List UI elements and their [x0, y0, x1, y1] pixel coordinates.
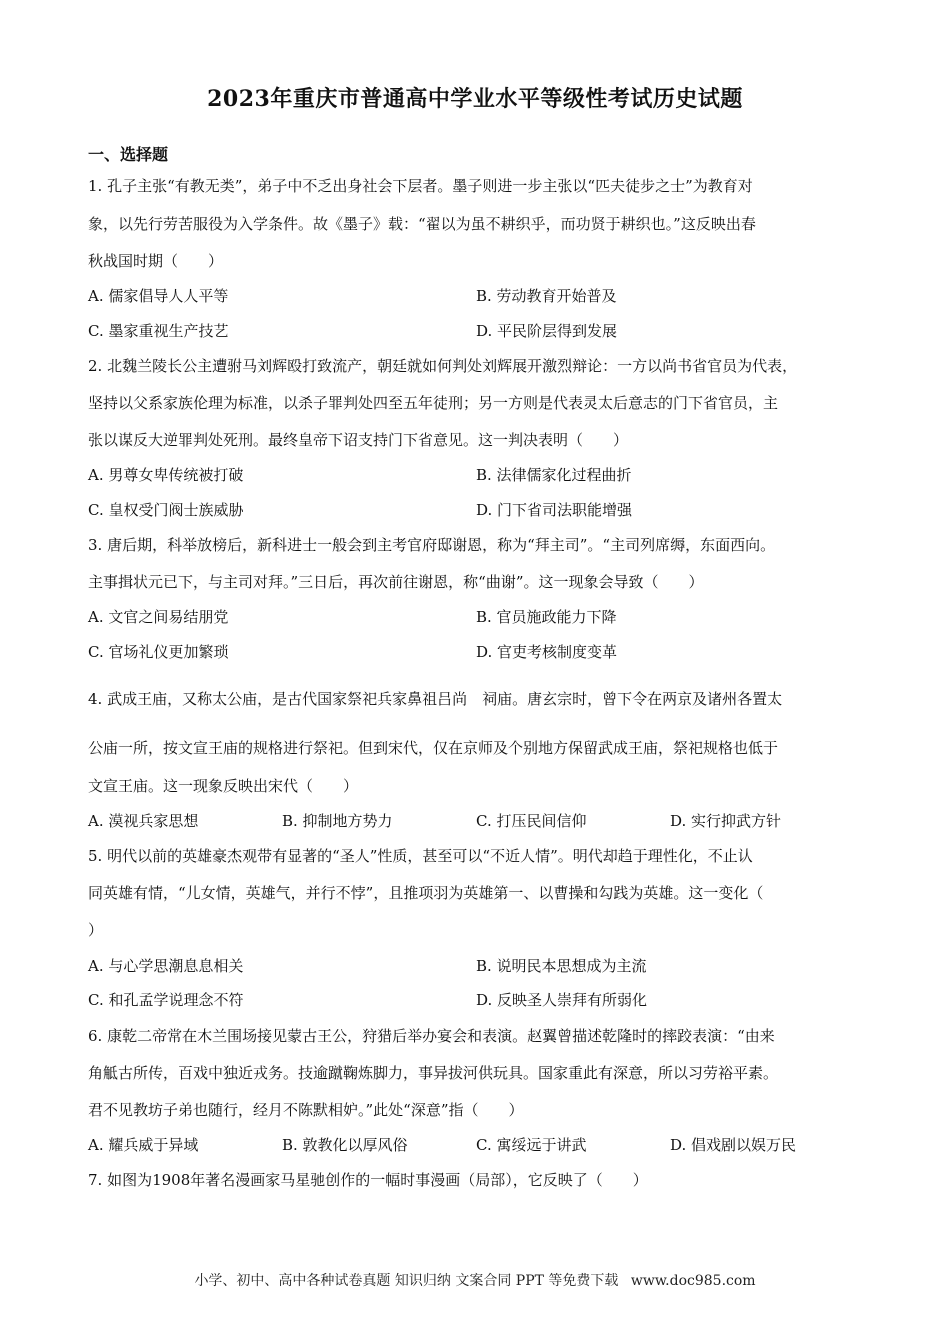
q2-line-2: 坚持以父系家族伦理为标准，以杀子罪判处四至五年徒刑；另一方则是代表灵太后意志的门下省官员，主 — [88, 394, 779, 412]
footer-text: 小学、初中、高中各种试卷真题 知识归纳 文案合同 PPT 等免费下载 — [194, 1273, 619, 1289]
q3-option-a: A. 文官之间易结朋党 — [88, 608, 229, 626]
q4-option-c: C. 打压民间信仰 — [476, 812, 587, 830]
q4-line-3: 文宣王庙。这一现象反映出宋代（ ） — [88, 777, 359, 795]
q5-option-d: D. 反映圣人崇拜有所弱化 — [476, 991, 648, 1009]
q5-line-3: ） — [88, 921, 104, 939]
q6-option-d: D. 倡戏剧以娱万民 — [670, 1136, 797, 1154]
q5-line-2: 同英雄有情，“儿女情，英雄气，并行不悖”，且推项羽为英雄第一、以曹操和勾践为英雄。这一变化（ — [88, 884, 764, 902]
q1-option-c: C. 墨家重视生产技艺 — [88, 322, 229, 340]
q5-option-c: C. 和孔孟学说理念不符 — [88, 991, 244, 1009]
q6-option-b: B. 敦教化以厚风俗 — [282, 1136, 408, 1154]
section-heading: 一、选择题 — [88, 145, 169, 164]
q2-line-3: 张以谋反大逆罪判处死刑。最终皇帝下诏支持门下省意见。这一判决表明（ ） — [88, 431, 629, 449]
q6-option-c: C. 寓绥远于讲武 — [476, 1136, 587, 1154]
q1-line-1: 1. 孔子主张“有教无类”，弟子中不乏出身社会下层者。墨子则进一步主张以“匹夫徒步之士”为教育对 — [88, 177, 753, 195]
q3-line-2: 主事揖状元已下，与主司对拜。”三日后，再次前往谢恩，称“曲谢”。这一现象会导致（ ） — [88, 573, 704, 591]
q3-line-1: 3. 唐后期，科举放榜后，新科进士一般会到主考官府邸谢恩，称为“拜主司”。“主司列席缛，东面西向。 — [88, 536, 776, 554]
q2-option-d: D. 门下省司法职能增强 — [476, 501, 633, 519]
q5-line-1: 5. 明代以前的英雄豪杰观带有显著的“圣人”性质，甚至可以“不近人情”。明代却趋于理性化，不止认 — [88, 847, 753, 865]
q4-line-1: 4. 武成王庙，又称太公庙，是古代国家祭祀兵家鼻祖吕尚 祠庙。唐玄宗时，曾下令在两京及诸州各置太 — [88, 690, 783, 708]
page-title: 2023年重庆市普通高中学业水平等级性考试历史试题 — [207, 86, 743, 112]
q1-line-2: 象，以先行劳苦服役为入学条件。故《墨子》载：“翟以为虽不耕织乎，而功贤于耕织也。”这反映出春 — [88, 215, 756, 233]
q6-line-2: 角觝古所传，百戏中独近戎务。技逾蹴鞠炼脚力，事异拔河供玩具。国家重此有深意，所以习劳裕平素。 — [88, 1064, 779, 1082]
q5-option-a: A. 与心学思潮息息相关 — [88, 957, 244, 975]
q4-option-b: B. 抑制地方势力 — [282, 812, 393, 830]
q4-option-a: A. 漠视兵家思想 — [88, 812, 199, 830]
q6-line-1: 6. 康乾二帝常在木兰围场接见蒙古王公，狩猎后举办宴会和表演。赵翼曾描述乾隆时的摔跤表演：“由来 — [88, 1027, 775, 1045]
q3-option-b: B. 官员施政能力下降 — [476, 608, 617, 626]
q1-option-a: A. 儒家倡导人人平等 — [88, 287, 229, 305]
footer-site-link[interactable]: www.doc985.com — [630, 1273, 756, 1289]
q7-line-1: 7. 如图为1908年著名漫画家马星驰创作的一幅时事漫画（局部），它反映了（ ） — [88, 1171, 648, 1189]
q4-line-2: 公庙一所，按文宣王庙的规格进行祭祀。但到宋代，仅在京师及个别地方保留武成王庙，祭祀规格也低于 — [88, 739, 779, 757]
q2-option-b: B. 法律儒家化过程曲折 — [476, 466, 632, 484]
q6-option-a: A. 耀兵威于异域 — [88, 1136, 199, 1154]
q2-line-1: 2. 北魏兰陵长公主遭驸马刘辉殴打致流产，朝廷就如何判处刘辉展开激烈辩论：一方以尚书省官员为代表， — [88, 357, 798, 375]
q6-line-3: 君不见教坊子弟也随行，经月不陈默相妒。”此处“深意”指（ ） — [88, 1101, 524, 1119]
q2-option-a: A. 男尊女卑传统被打破 — [88, 466, 244, 484]
q1-option-d: D. 平民阶层得到发展 — [476, 322, 618, 340]
q2-option-c: C. 皇权受门阀士族威胁 — [88, 501, 244, 519]
q3-option-d: D. 官吏考核制度变革 — [476, 643, 618, 661]
q1-option-b: B. 劳动教育开始普及 — [476, 287, 617, 305]
q4-option-d: D. 实行抑武方针 — [670, 812, 782, 830]
footer — [0, 1270, 950, 1290]
q1-line-3: 秋战国时期（ ） — [88, 252, 224, 270]
q5-option-b: B. 说明民本思想成为主流 — [476, 957, 647, 975]
q3-option-c: C. 官场礼仪更加繁琐 — [88, 643, 229, 661]
